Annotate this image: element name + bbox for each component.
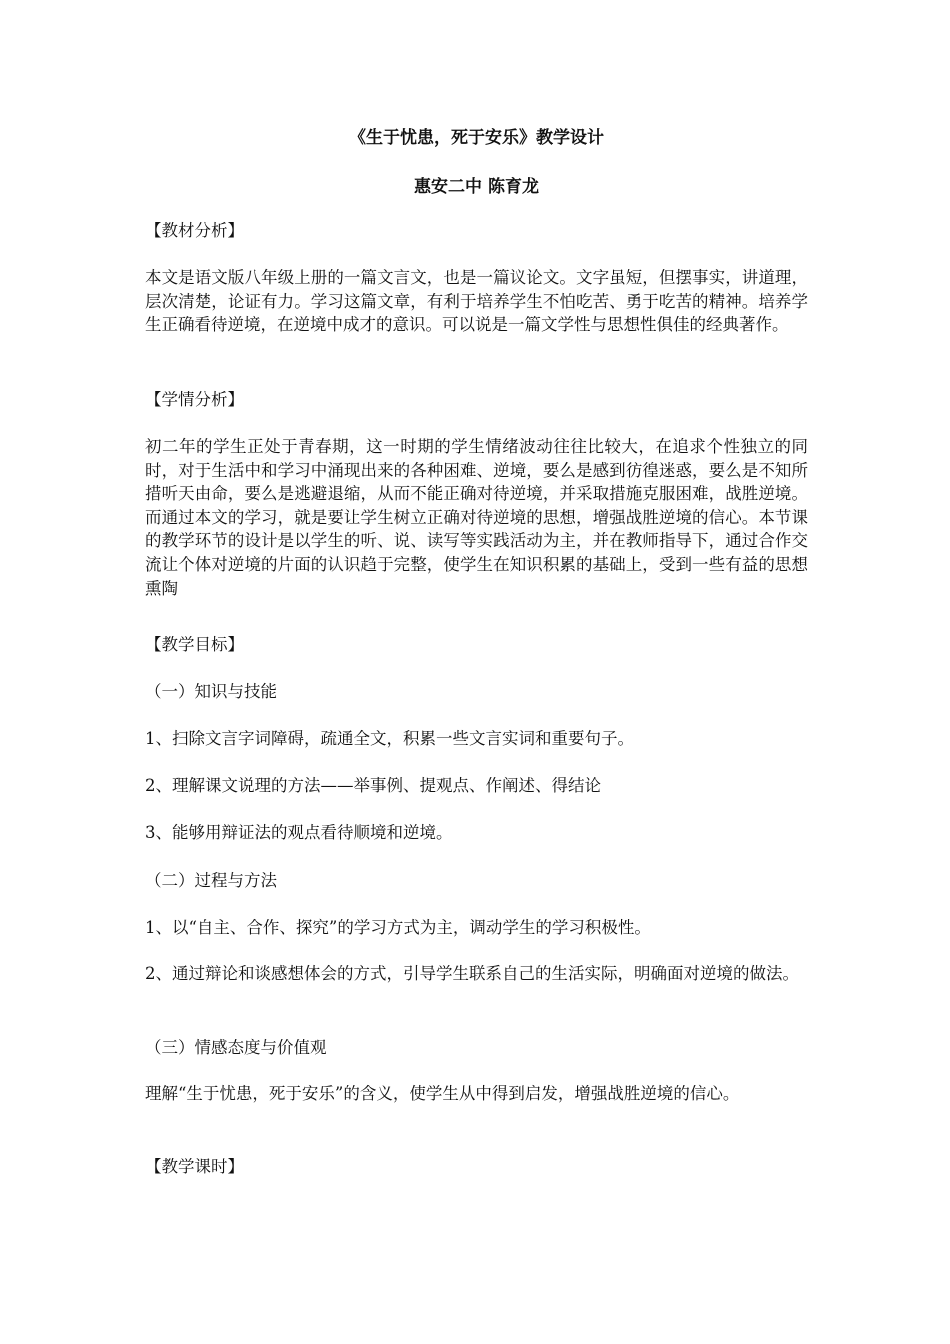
document-page xyxy=(145,0,808,1344)
paragraph-attitude-values: 理解“生于忧患，死于安乐”的含义，使学生从中得到启发，增强战胜逆境的信心。 xyxy=(145,1084,740,1103)
subheading-process-methods: （二）过程与方法 xyxy=(145,871,277,890)
section-heading-goals: 【教学目标】 xyxy=(145,635,244,654)
paragraph-student-analysis: 初二年的学生正处于青春期，这一时期的学生情绪波动往往比较大，在追求个性独立的同时，对于生活中和学习中涌现出来的各种困难、逆境，要么是感到彷徨迷惑，要么是不知所措听天由命，要么是逃避退缩，从而不能正确对待逆境，并采取措施克服困难，战胜逆境。而通过本文的学习，就是要让学生树立正确对待逆境的思想，增强战胜逆境的信心。本节课的教学环节的设计是以学生的听、说、读写等实践活动为主，并在教师指导下，通过合作交流让个体对逆境的片面的认识趋于完整，使学生在知识积累的基础上，受到一些有益的思想熏陶 xyxy=(145,437,808,598)
section-heading-material: 【教材分析】 xyxy=(145,221,244,240)
subheading-attitude-values: （三）情感态度与价值观 xyxy=(145,1038,327,1057)
list-item: 2、理解课文说理的方法——举事例、提观点、作阐述、得结论 xyxy=(145,776,601,795)
section-heading-hours: 【教学课时】 xyxy=(145,1157,244,1176)
paragraph-material-analysis: 本文是语文版八年级上册的一篇文言文，也是一篇议论文。文字虽短，但摆事实，讲道理，层次清楚，论证有力。学习这篇文章，有利于培养学生不怕吃苦、勇于吃苦的精神。培养学生正确看待逆境，在逆境中成才的意识。可以说是一篇文学性与思想性俱佳的经典著作。 xyxy=(145,268,808,335)
document-author: 惠安二中 陈育龙 xyxy=(414,177,539,197)
section-heading-student: 【学情分析】 xyxy=(145,390,244,409)
list-item: 3、能够用辩证法的观点看待顺境和逆境。 xyxy=(145,823,453,842)
list-item: 1、扫除文言字词障碍，疏通全文，积累一些文言实词和重要句子。 xyxy=(145,729,634,748)
list-item: 1、以“自主、合作、探究”的学习方式为主，调动学生的学习积极性。 xyxy=(145,918,651,937)
subheading-knowledge-skills: （一）知识与技能 xyxy=(145,682,277,701)
list-item: 2、通过辩论和谈感想体会的方式，引导学生联系自己的生活实际，明确面对逆境的做法。 xyxy=(145,964,799,983)
document-title: 《生于忧患，死于安乐》教学设计 xyxy=(349,128,604,148)
